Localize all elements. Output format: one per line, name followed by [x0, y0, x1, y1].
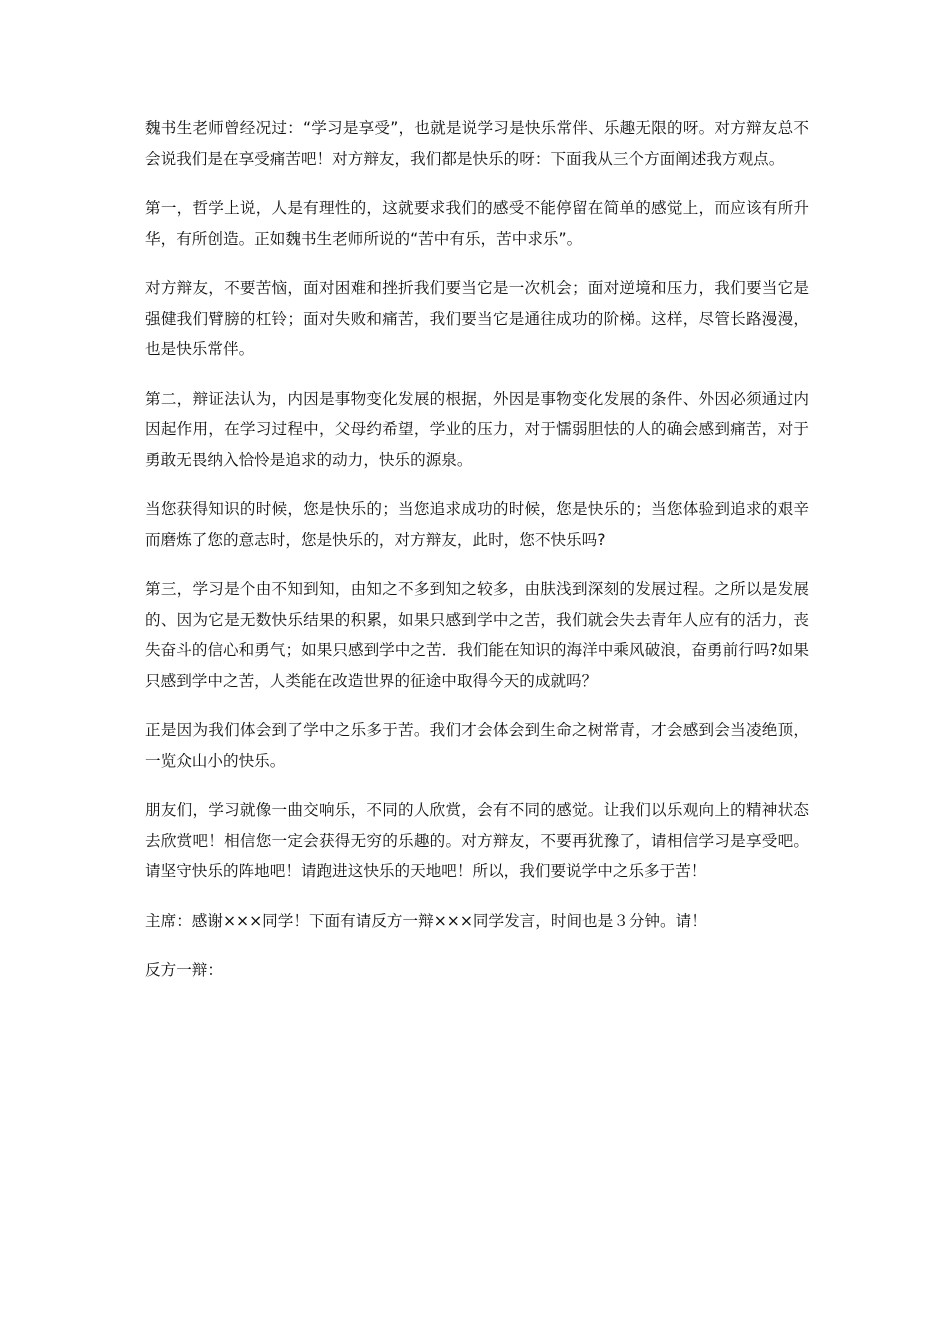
paragraph-chair-remark: 主席：感谢×××同学！下面有请反方一辩×××同学发言，时间也是３分钟。请！ — [145, 911, 707, 930]
paragraph-closing: 朋友们，学习就像一曲交响乐，不同的人欣赏，会有不同的感觉。让我们以乐观向上的精神状态去欣赏吧！相信您一定会获得无穷的乐趣的。对方辩友，不要再犹豫了，请相信学习是享受吧。请坚守快乐的阵地吧！请跑进这快乐的天地吧！所以，我们要说学中之乐多于苦！ — [145, 801, 809, 880]
document-body — [145, 113, 809, 1005]
paragraph-speaker-heading: 反方一辩： — [145, 961, 223, 979]
paragraph-summary: 正是因为我们体会到了学中之乐多于苦。我们才会体会到生命之树常青，才会感到会当凌绝顶，一览众山小的快乐。 — [145, 721, 809, 770]
paragraph-point-one: 第一，哲学上说，人是有理性的，这就要求我们的感受不能停留在简单的感觉上，而应该有所升华，有所创造。正如魏书生老师所说的“苦中有乐，苦中求乐”。 — [145, 199, 809, 248]
paragraph-point-three: 第三，学习是个由不知到知，由知之不多到知之较多，由肤浅到深刻的发展过程。之所以是发展的、因为它是无数快乐结果的积累，如果只感到学中之苦，我们就会失去青年人应有的活力，丧失奋斗的信心和勇气；如果只感到学中之苦．我们能在知识的海洋中乘风破浪，奋勇前行吗?如果只感到学中之苦，人类能在改造世界的征途中取得今天的成就吗？ — [145, 580, 809, 690]
paragraph-point-two: 第二，辩证法认为，内因是事物变化发展的根据，外因是事物变化发展的条件、外因必须通过内因起作用，在学习过程中，父母约希望，学业的压力，对于懦弱胆怯的人的确会感到痛苦，对于勇敢无畏纳入恰怜是追求的动力，快乐的源泉。 — [145, 389, 809, 469]
paragraph-opening: 魏书生老师曾经况过：“学习是享受”，也就是说学习是快乐常伴、乐趣无限的呀。对方辩友总不会说我们是在享受痛苦吧！对方辩友，我们都是快乐的呀：下面我从三个方面阐述我方观点。 — [145, 119, 809, 168]
paragraph-point-two-elaboration: 当您获得知识的时候，您是快乐的；当您追求成功的时候，您是快乐的；当您体验到追求的艰辛而磨炼了您的意志时，您是快乐的，对方辩友，此时，您不快乐吗? — [145, 500, 809, 549]
paragraph-point-one-elaboration: 对方辩友，不要苦恼，面对困难和挫折我们要当它是一次机会；面对逆境和压力，我们要当它是强健我们臂膀的杠铃；面对失败和痛苦，我们要当它是通往成功的阶梯。这样，尽管长路漫漫，也是快乐常伴。 — [145, 279, 809, 358]
